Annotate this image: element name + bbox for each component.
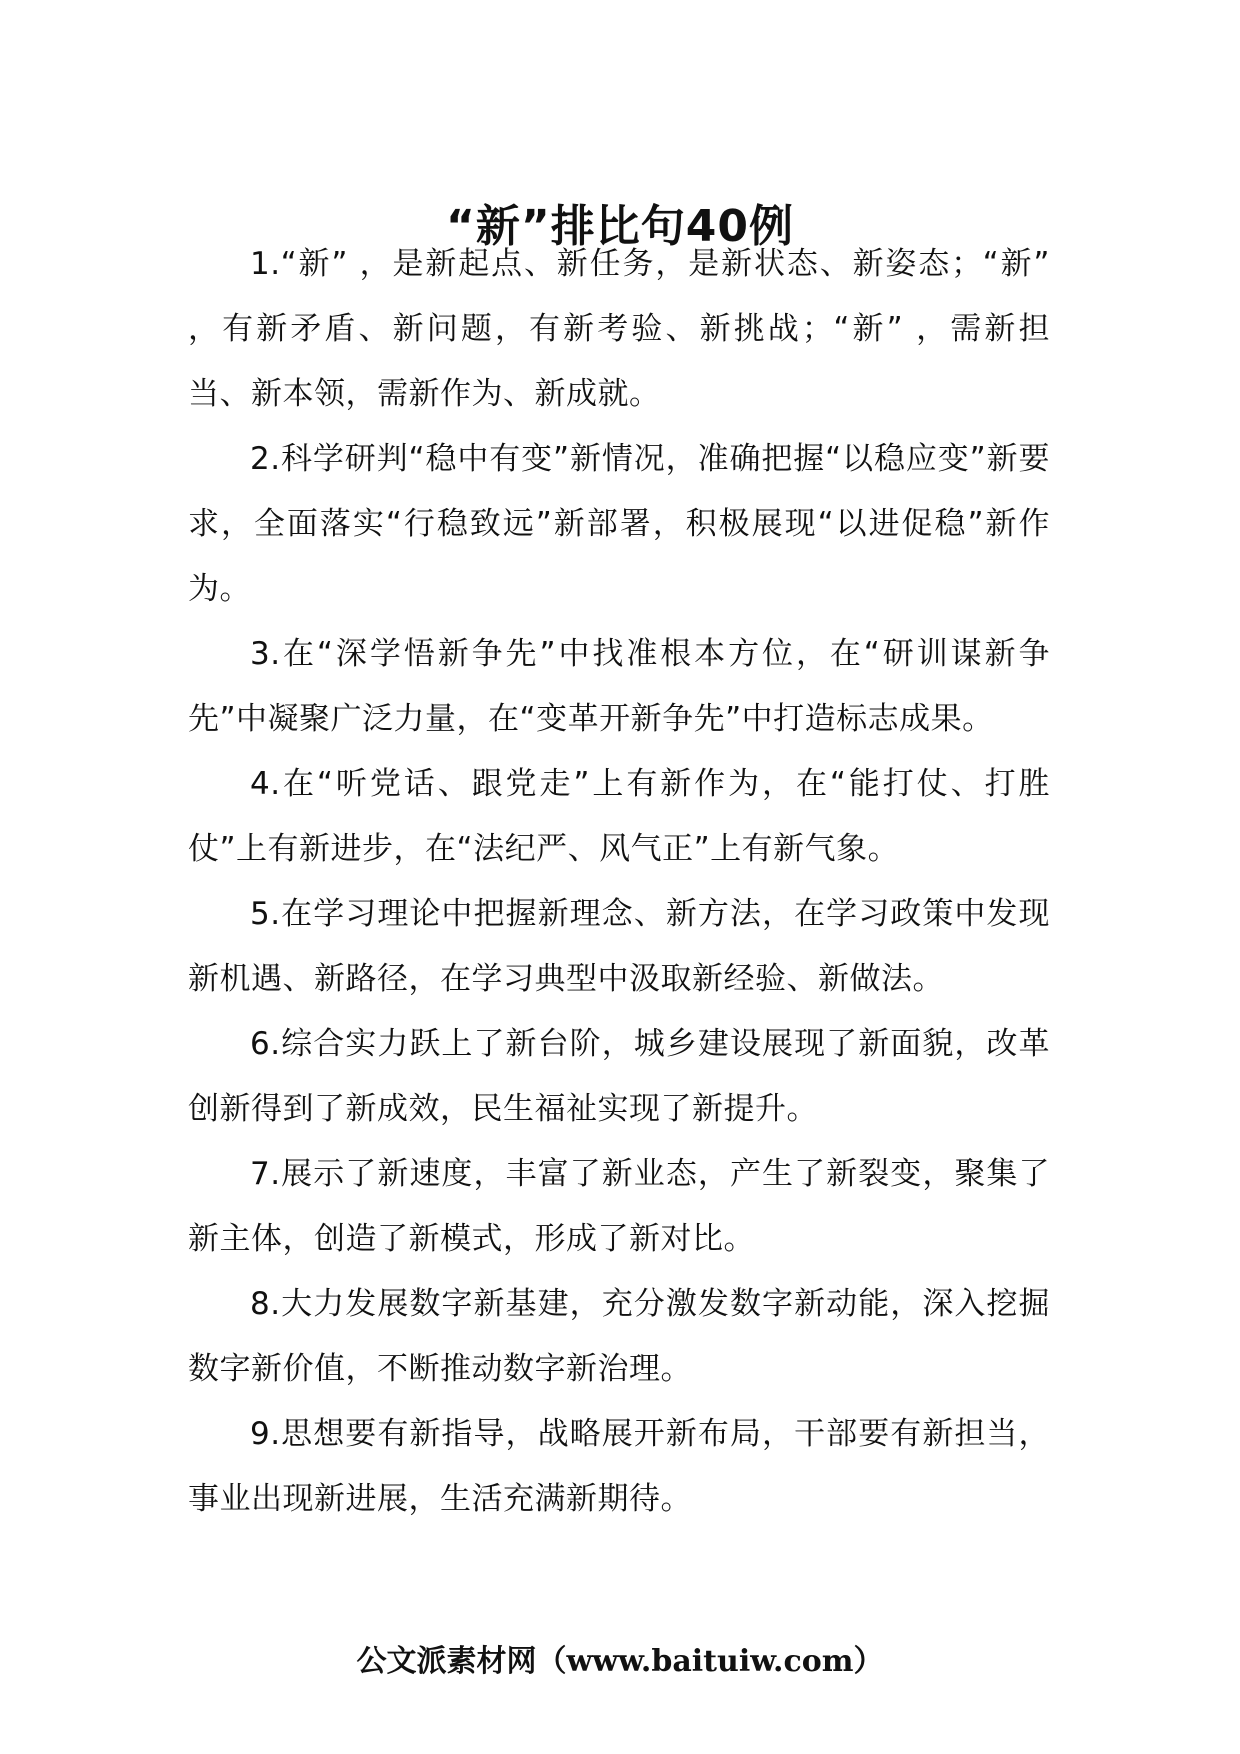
document-title: “新”排比句40例 [445,201,795,253]
paragraph-9: 9.思想要有新指导，战略展开新布局，干部要有新担当，事业出现新进展，生活充满新期待。 [188,1416,1050,1517]
document-body [188,232,1050,1532]
paragraph-6: 6.综合实力跃上了新台阶，城乡建设展现了新面貌，改革创新得到了新成效，民生福祉实现了新提升。 [188,1026,1050,1127]
paragraph-5: 5.在学习理论中把握新理念、新方法，在学习政策中发现新机遇、新路径，在学习典型中汲取新经验、新做法。 [188,896,1050,997]
paragraph-1: 1.“新” ，是新起点、新任务，是新状态、新姿态；“新” ，有新矛盾、新问题，有新考验、新挑战；“新” ，需新担当、新本领，需新作为、新成就。 [188,246,1050,412]
paragraph-7: 7.展示了新速度，丰富了新业态，产生了新裂变，聚集了新主体，创造了新模式，形成了新对比。 [188,1156,1050,1257]
paragraph-3: 3.在“深学悟新争先”中找准根本方位，在“研训谋新争先”中凝聚广泛力量，在“变革开新争先”中打造标志成果。 [188,636,1050,737]
paragraph-8: 8.大力发展数字新基建，充分激发数字新动能，深入挖掘数字新价值，不断推动数字新治理。 [188,1286,1050,1387]
paragraph-2: 2.科学研判“稳中有变”新情况，准确把握“以稳应变”新要求，全面落实“行稳致远”新部署，积极展现“以进促稳”新作为。 [188,441,1050,607]
footer-source: 公文派素材网（www.baituiw.com） [356,1644,884,1679]
paragraph-4: 4.在“听党话、跟党走”上有新作为，在“能打仗、打胜仗”上有新进步，在“法纪严、风气正”上有新气象。 [188,766,1050,867]
